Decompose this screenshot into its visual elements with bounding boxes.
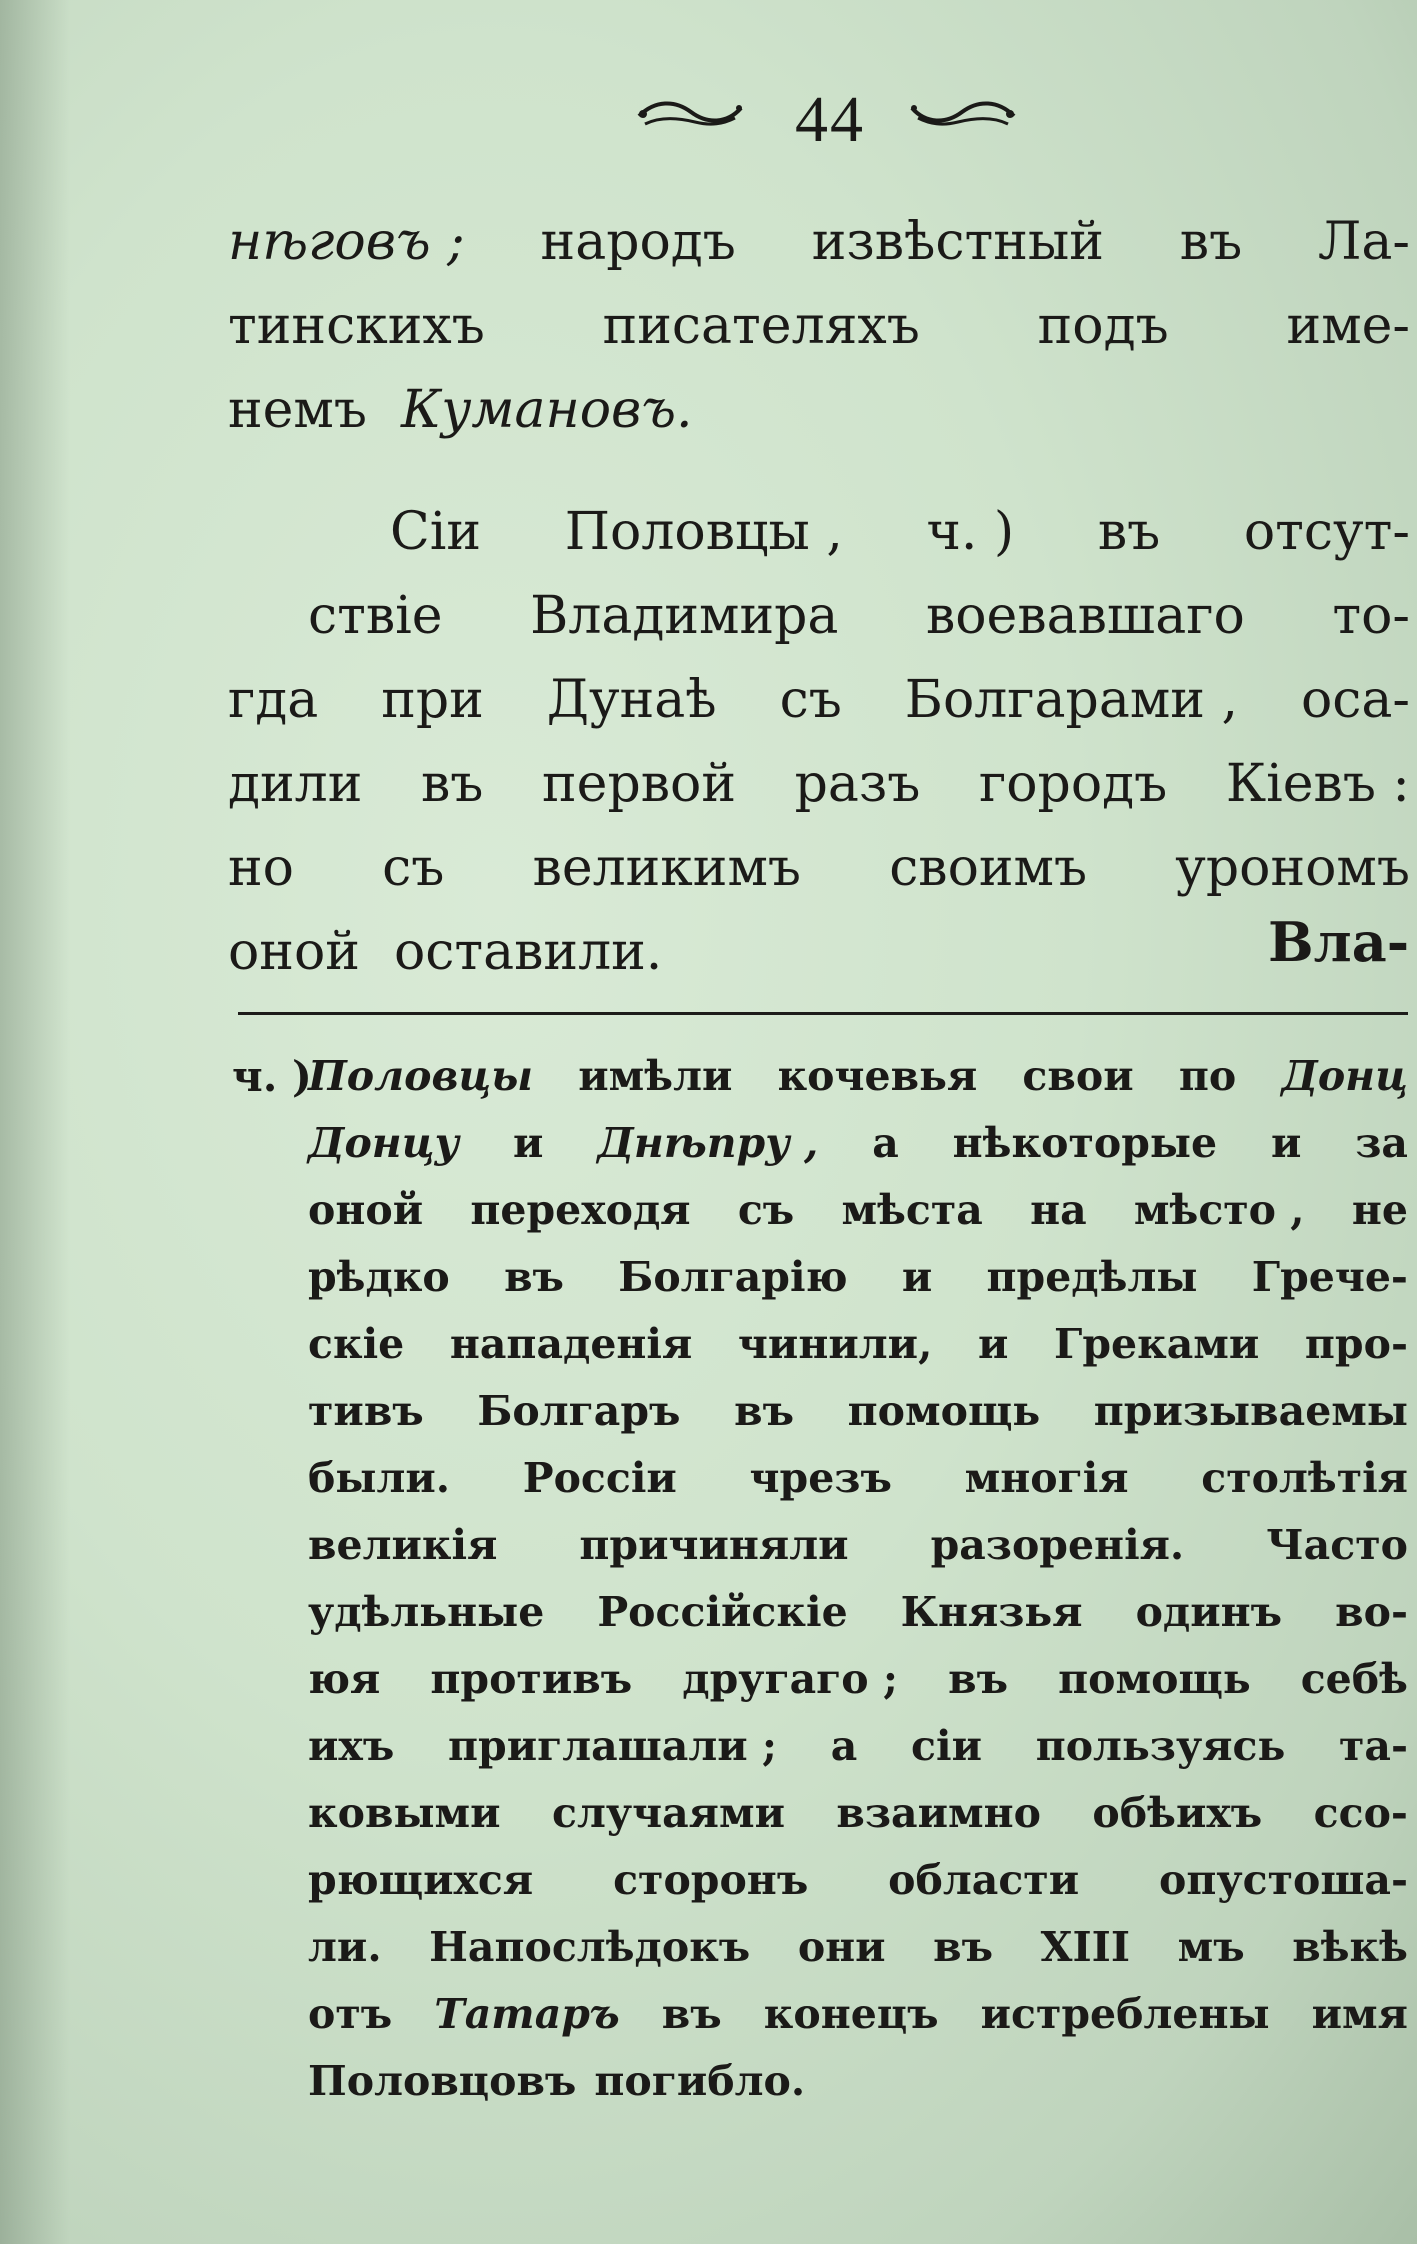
word: ковыми — [308, 1789, 501, 1837]
footnote-line — [308, 1052, 1408, 1119]
word: въ — [421, 754, 484, 814]
text-line — [228, 380, 1410, 464]
word: отъ — [308, 1990, 393, 2038]
text-line — [228, 754, 1410, 838]
word: въ — [661, 1990, 722, 2038]
word: причиняли — [579, 1521, 849, 1569]
text-line — [228, 922, 1410, 1006]
word: и — [513, 1119, 544, 1167]
word: писателяхъ — [602, 296, 920, 356]
word: по — [1178, 1052, 1237, 1100]
word: съ — [382, 838, 445, 898]
word: и — [977, 1320, 1009, 1368]
word: приглашали ; — [448, 1722, 778, 1770]
word: области — [888, 1856, 1080, 1904]
footnote-line — [308, 1387, 1408, 1454]
text-line — [228, 586, 1410, 670]
word: въ — [734, 1387, 795, 1435]
word: Половцовъ — [308, 2057, 577, 2105]
word: предѣлы — [986, 1253, 1198, 1301]
word: ствiе — [308, 586, 443, 646]
word: помощь — [1058, 1655, 1251, 1703]
word: свои — [1022, 1052, 1134, 1100]
word: своимъ — [889, 838, 1088, 898]
word: нѣкоторые — [952, 1119, 1218, 1167]
word: столѣтiя — [1201, 1454, 1408, 1502]
word: въ — [504, 1253, 565, 1301]
word: мѣста — [841, 1186, 983, 1234]
footnote-line — [308, 1186, 1408, 1253]
word: рѣдко — [308, 1253, 450, 1301]
word: въ — [933, 1923, 994, 1971]
scroll-flourish-icon — [908, 94, 1018, 134]
footnote-divider — [238, 1012, 1408, 1015]
word: рющихся — [308, 1856, 534, 1904]
word: дили — [228, 754, 363, 814]
word: ихъ — [308, 1722, 395, 1770]
word: великимъ — [532, 838, 801, 898]
word: помощь — [847, 1387, 1041, 1435]
footnote-reference: ч. ) — [926, 502, 1015, 562]
word: погибло. — [594, 2057, 806, 2105]
word: сiи — [911, 1722, 982, 1770]
word: разъ — [794, 754, 921, 814]
word: Сiи — [390, 502, 482, 562]
word: Часто — [1266, 1521, 1408, 1569]
word: мъ — [1177, 1923, 1245, 1971]
word: не — [1351, 1186, 1408, 1234]
text-line — [228, 670, 1410, 754]
word: немъ — [228, 380, 367, 440]
word: ссо- — [1313, 1789, 1408, 1837]
word: нѣговъ ; — [228, 212, 465, 272]
footnote-line — [308, 1722, 1408, 1789]
word: оной — [228, 922, 360, 982]
footnote-line — [308, 1253, 1408, 1320]
word: Россiйскiе — [597, 1588, 848, 1636]
word: XIII — [1040, 1923, 1131, 1971]
word: удѣльные — [308, 1588, 545, 1636]
word: за — [1355, 1119, 1408, 1167]
word: съ — [779, 670, 842, 730]
footnote-line — [308, 1521, 1408, 1588]
word: урономъ — [1175, 838, 1410, 898]
footnote-line — [308, 1856, 1408, 1923]
word: взаимно — [836, 1789, 1042, 1837]
word: городъ — [979, 754, 1168, 814]
word: то- — [1332, 586, 1410, 646]
footnote-line — [308, 1588, 1408, 1655]
word: истреблены — [980, 1990, 1270, 2038]
word: съ — [737, 1186, 795, 1234]
footnote-line — [308, 2057, 1408, 2124]
word: себѣ — [1300, 1655, 1408, 1703]
main-text — [228, 212, 1410, 1006]
word: Донц — [1281, 1052, 1408, 1100]
word: вѣкѣ — [1292, 1923, 1408, 1971]
word: пользуясь — [1035, 1722, 1286, 1770]
footnote-line — [308, 1655, 1408, 1722]
word: и — [1270, 1119, 1302, 1167]
word: Кiевъ : — [1225, 754, 1410, 814]
word: Половцы — [308, 1052, 534, 1100]
word: другаго ; — [682, 1655, 899, 1703]
word: воевавшаго — [925, 586, 1245, 646]
word: на — [1030, 1186, 1087, 1234]
word: Россiи — [522, 1454, 677, 1502]
word: обѣихъ — [1092, 1789, 1263, 1837]
word: въ — [1097, 502, 1161, 562]
word: Князья — [900, 1588, 1083, 1636]
text-line — [228, 296, 1410, 380]
word: Донцу — [308, 1119, 460, 1167]
word: многiя — [964, 1454, 1129, 1502]
word: случаями — [551, 1789, 785, 1837]
word: подъ — [1037, 296, 1169, 356]
word: Грече- — [1251, 1253, 1408, 1301]
paragraph-gap — [228, 464, 1410, 502]
word: Половцы , — [564, 502, 843, 562]
word: тинскихъ — [228, 296, 485, 356]
page-header — [0, 82, 1417, 162]
word: противъ — [430, 1655, 633, 1703]
word: но — [228, 838, 294, 898]
word: въ — [948, 1655, 1009, 1703]
word: тивъ — [308, 1387, 424, 1435]
text-line — [228, 502, 1410, 586]
word: призываемы — [1093, 1387, 1408, 1435]
word: Днѣпру , — [597, 1119, 819, 1167]
footnote-line — [308, 1454, 1408, 1521]
word: извѣстный — [811, 212, 1104, 272]
word: Болгарiю — [618, 1253, 848, 1301]
word: Болгаръ — [477, 1387, 681, 1435]
word: кочевья — [777, 1052, 978, 1100]
word: въ — [1179, 212, 1243, 272]
word: а — [830, 1722, 858, 1770]
word: имя — [1311, 1990, 1408, 2038]
word: сторонъ — [613, 1856, 809, 1904]
footnote-line — [308, 1789, 1408, 1856]
word: Греками — [1054, 1320, 1260, 1368]
word: юя — [308, 1655, 381, 1703]
word: чинили, — [737, 1320, 933, 1368]
word: мѣсто , — [1133, 1186, 1305, 1234]
word: Ла- — [1317, 212, 1410, 272]
page-number: 44 — [795, 83, 865, 156]
word: опустоша- — [1159, 1856, 1408, 1904]
word: разоренiя. — [930, 1521, 1185, 1569]
scroll-flourish-icon — [635, 94, 745, 134]
word: первой — [542, 754, 736, 814]
word: великiя — [308, 1521, 498, 1569]
word: оставили. — [393, 922, 663, 982]
word: одинъ — [1135, 1588, 1283, 1636]
word: при — [381, 670, 484, 730]
word: чрезъ — [749, 1454, 892, 1502]
word: Владимира — [530, 586, 839, 646]
footnote-line — [308, 1990, 1408, 2057]
word: оной — [308, 1186, 424, 1234]
footnote-line — [308, 1320, 1408, 1387]
footnote-marker: ч. ) — [232, 1052, 312, 1101]
footnote-line — [308, 1119, 1408, 1186]
word: про- — [1304, 1320, 1408, 1368]
word: Напослѣдокъ — [429, 1923, 751, 1971]
word: Дунаѣ — [546, 670, 717, 730]
word: скiе — [308, 1320, 405, 1368]
word: народъ — [540, 212, 736, 272]
word: ли. — [308, 1923, 382, 1971]
word: конецъ — [763, 1990, 939, 2038]
word: Татаръ — [434, 1990, 620, 2038]
word: они — [797, 1923, 886, 1971]
word: и — [901, 1253, 933, 1301]
word: Кумановъ. — [400, 380, 693, 440]
word: та- — [1339, 1722, 1408, 1770]
word: отсут- — [1243, 502, 1410, 562]
text-line — [228, 838, 1410, 922]
word: переходя — [470, 1186, 691, 1234]
word: Болгарами , — [904, 670, 1238, 730]
catchword: Вла- — [1268, 910, 1410, 974]
word: оса- — [1300, 670, 1410, 730]
word: гда — [228, 670, 319, 730]
word: во- — [1335, 1588, 1408, 1636]
word: имѣли — [578, 1052, 733, 1100]
word: были. — [308, 1454, 451, 1502]
word: а — [872, 1119, 899, 1167]
footnote-body — [308, 1052, 1408, 2124]
footnote-line — [308, 1923, 1408, 1990]
word: име- — [1286, 296, 1410, 356]
text-line — [228, 212, 1410, 296]
word: нападенiя — [449, 1320, 693, 1368]
